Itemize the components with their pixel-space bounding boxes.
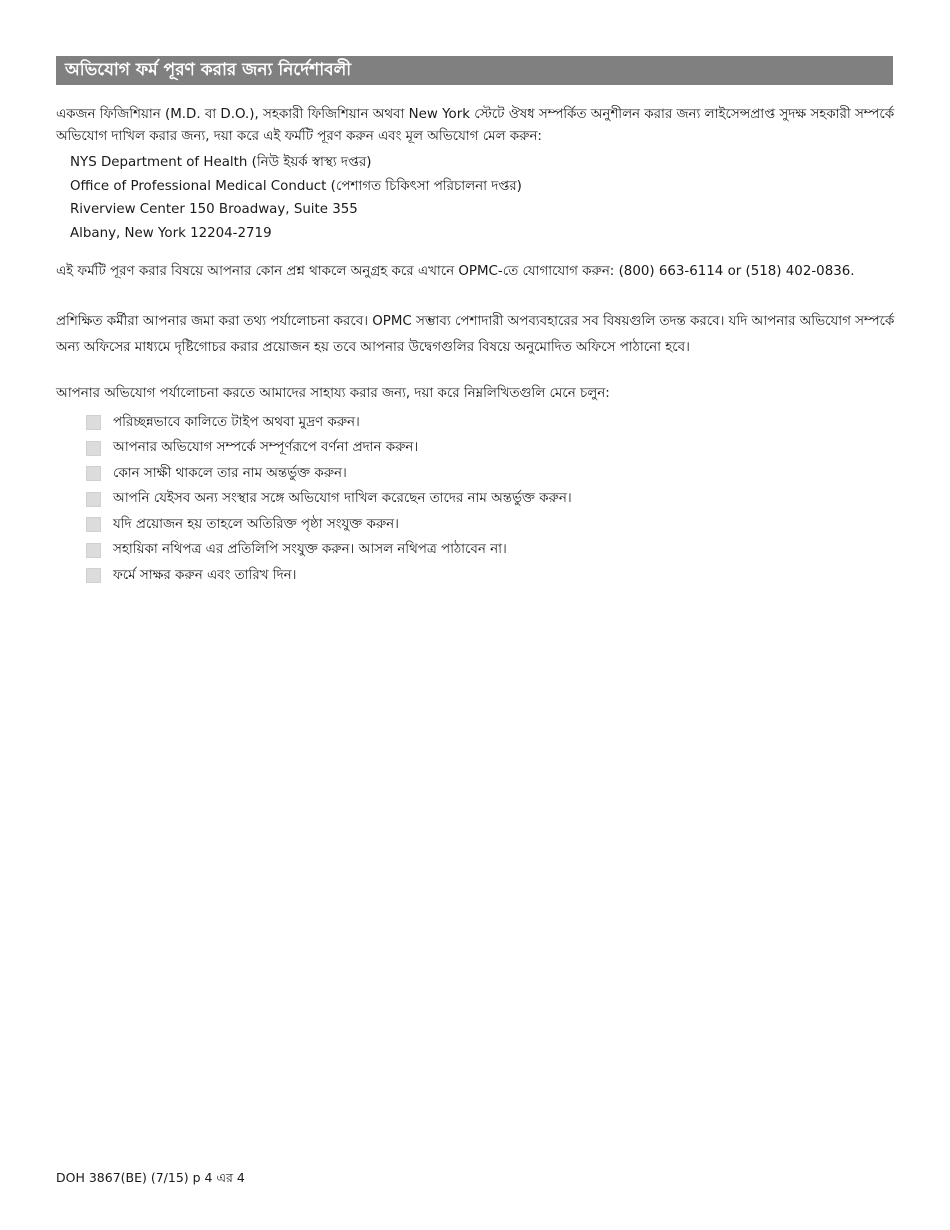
page-title: অভিযোগ ফর্ম পূরণ করার জন্য নির্দেশাবলী bbox=[56, 56, 893, 85]
checkbox-icon bbox=[86, 415, 101, 430]
checklist-item bbox=[86, 410, 572, 436]
checkbox-icon bbox=[86, 568, 101, 583]
checklist-item-label: সহায়িকা নথিপত্র এর প্রতিলিপি সংযুক্ত করুন। আসল নথিপত্র পাঠাবেন না। bbox=[113, 542, 507, 558]
checklist-item-label: কোন সাক্ষী থাকলে তার নাম অন্তর্ভুক্ত করুন। bbox=[113, 465, 347, 481]
checklist-item-label: আপনার অভিযোগ সম্পর্কে সম্পূর্ণরূপে বর্ণনা প্রদান করুন। bbox=[113, 440, 419, 456]
address-line-city: Albany, New York 12204-2719 bbox=[70, 225, 272, 241]
checklist-item-label: আপনি যেইসব অন্য সংস্থার সঙ্গে অভিযোগ দাখিল করেছেন তাদের নাম অন্তর্ভুক্ত করুন। bbox=[113, 491, 572, 507]
checklist-item bbox=[86, 487, 572, 513]
checkbox-icon bbox=[86, 441, 101, 456]
checklist-item-label: ফর্মে সাক্ষর করুন এবং তারিখ দিন। bbox=[113, 567, 297, 583]
address-line-department: NYS Department of Health (নিউ ইয়র্ক স্বাস্থ্য দপ্তর) bbox=[70, 155, 372, 170]
review-paragraph: প্রশিক্ষিত কর্মীরা আপনার জমা করা তথ্য পর্যালোচনা করবে। OPMC সম্ভাব্য পেশাদারী অপব্যবহারের সব বিষয়গুলি তদন্ত করবে। যদি আপনার অভিযোগ সম্পর্কে অন্য অফিসের মাধ্যমে দৃষ্টিগোচর করার প্রয়োজন হয় তবে আপনার উদ্বেগগুলির বিষয়ে অনুমোদিত অফিসে পাঠানো হবে। bbox=[56, 314, 895, 355]
checklist-item bbox=[86, 436, 572, 462]
checkbox-icon bbox=[86, 543, 101, 558]
checkbox-icon bbox=[86, 466, 101, 481]
form-footer-code: DOH 3867(BE) (7/15) p 4 এর 4 bbox=[56, 1170, 245, 1185]
mailing-address bbox=[70, 151, 522, 245]
checklist-item bbox=[86, 461, 572, 487]
address-line-street: Riverview Center 150 Broadway, Suite 355 bbox=[70, 202, 358, 217]
checklist-item bbox=[86, 512, 572, 538]
checklist-item-label: যদি প্রয়োজন হয় তাহলে অতিরিক্ত পৃষ্ঠা সংযুক্ত করুন। bbox=[113, 516, 399, 532]
checkbox-icon bbox=[86, 517, 101, 532]
address-line-office: Office of Professional Medical Conduct (পেশাগত চিকিৎসা পরিচালনা দপ্তর) bbox=[70, 178, 522, 194]
checklist-item bbox=[86, 563, 572, 589]
instructions-checklist bbox=[86, 410, 572, 589]
checklist-item-label: পরিচ্ছন্নভাবে কালিতে টাইপ অথবা মুদ্রণ করুন। bbox=[113, 414, 360, 430]
instructions-lead: আপনার অভিযোগ পর্যালোচনা করতে আমাদের সাহায্য করার জন্য, দয়া করে নিম্নলিখিতগুলি মেনে চলুন: bbox=[56, 386, 610, 401]
contact-paragraph: এই ফর্মটি পূরণ করার বিষয়ে আপনার কোন প্রশ্ন থাকলে অনুগ্রহ করে এখানে OPMC-তে যোগাযোগ করুন: (800) 663-6114 or (518) 402-0836. bbox=[56, 264, 855, 279]
checklist-item bbox=[86, 538, 572, 564]
checkbox-icon bbox=[86, 492, 101, 507]
intro-paragraph: একজন ফিজিশিয়ান (M.D. বা D.O.), সহকারী ফিজিশিয়ান অথবা New York স্টেটে ঔষধ সম্পর্কিত অনুশীলন করার জন্য লাইসেন্সপ্রাপ্ত সুদক্ষ সহকারী সম্পর্কে অভিযোগ দাখিল করার জন্য, দয়া করে এই ফর্মটি পূরণ করুন এবং মূল অভিযোগ মেল করুন: bbox=[56, 107, 895, 144]
